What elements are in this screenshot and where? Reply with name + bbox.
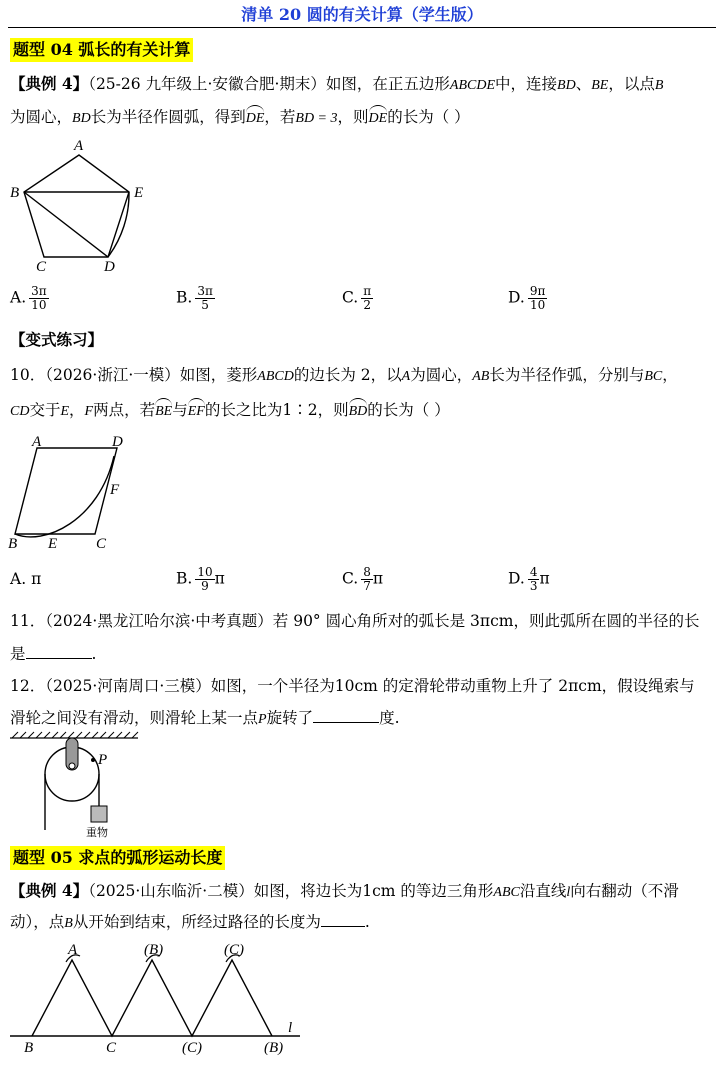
choice-A[interactable]: A. $\frac{3\pi}{10}$ — [10, 284, 47, 312]
choice-D[interactable]: D. $\frac{9\pi}{10}$ — [508, 284, 546, 312]
rolling-triangle-figure — [8, 940, 308, 1060]
label-A: A — [68, 942, 78, 958]
label-C-paren-bottom: (C) — [182, 1040, 202, 1056]
ex4b-answer-blank[interactable] — [321, 926, 365, 927]
q10-choice-A[interactable]: A. π — [10, 570, 42, 588]
title-divider — [8, 27, 716, 28]
label-C: C — [96, 536, 107, 552]
q11-line2: 是 . — [10, 645, 97, 663]
label-weight: 重物 — [86, 826, 108, 839]
label-F: F — [110, 482, 120, 498]
example4b-line2: 动），点B从开始到结束，所经过路径的长度为 . — [10, 913, 370, 931]
label-B: B — [10, 185, 20, 201]
section-heading-05: 题型 05 求点的弧形运动长度 — [10, 846, 225, 870]
label-D: D — [104, 259, 115, 275]
q12-answer-blank[interactable] — [313, 722, 379, 723]
label-P: P — [98, 752, 108, 768]
example-tag: 【典例 4】 — [10, 881, 89, 900]
q10-choice-C[interactable]: C. $\frac{8}{7}$ π — [342, 565, 384, 593]
label-D: D — [112, 436, 123, 450]
label-B: B — [24, 1040, 34, 1056]
q12-line1: 12．（2025·河南周口·三模）如图，一个半径为10cm 的定滑轮带动重物上升了 2πcm，假设绳索与 — [10, 677, 695, 695]
example-tag: 【典例 4】 — [10, 74, 89, 93]
label-B-paren: (B) — [144, 942, 164, 958]
label-B: B — [8, 536, 18, 552]
q11-line1: 11．（2024·黑龙江哈尔滨·中考真题）若 90° 圆心角所对的弧长是 3πcm，则此弧所在圆的半径的长 — [10, 612, 700, 630]
rhombus-figure — [4, 436, 134, 554]
label-C: C — [36, 259, 47, 275]
label-A: A — [32, 436, 42, 450]
page-title: 清单 20 圆的有关计算（学生版） — [241, 5, 483, 24]
label-E: E — [48, 536, 58, 552]
q10-choice-B[interactable]: B. $\frac{10}{9}$ π — [176, 565, 225, 593]
example4b-line1: 【典例 4】（2025·山东临沂·二模）如图，将边长为1cm 的等边三角形ABC沿直线l向右翻动（不滑 — [10, 881, 679, 900]
choice-B[interactable]: B. $\frac{3\pi}{5}$ — [176, 284, 213, 312]
label-E: E — [134, 185, 144, 201]
label-A: A — [74, 138, 84, 154]
q10-choice-D[interactable]: D. $\frac{4}{3}$ π — [508, 565, 550, 593]
example4-line1: 【典例 4】（25-26 九年级上·安徽合肥·期末）如图，在正五边形ABCDE中，连接BD、BE，以点B — [10, 74, 664, 93]
label-C-paren: (C) — [224, 942, 244, 958]
label-C: C — [106, 1040, 117, 1056]
choice-C[interactable]: C. $\frac{\pi}{2}$ — [342, 284, 372, 312]
section-heading-04: 题型 04 弧长的有关计算 — [10, 38, 193, 62]
q12-line2: 滑轮之间没有滑动，则滑轮上某一点P旋转了 度. — [10, 709, 400, 727]
q10-line2: CD交于E，F两点，若BE与EF的长之比为1∶2，则BD的长为（ ） — [10, 400, 450, 422]
practice-tag: 【变式练习】 — [10, 330, 104, 349]
label-B-paren-bottom: (B) — [264, 1040, 284, 1056]
q11-answer-blank[interactable] — [26, 658, 92, 659]
label-l: l — [288, 1020, 293, 1036]
pulley-figure — [8, 730, 143, 840]
pentagon-figure — [6, 135, 166, 275]
example4-line2: 为圆心，BD长为半径作圆弧，得到DE，若BD = 3，则DE的长为（ ） — [10, 107, 470, 129]
q10-line1: 10．（2026·浙江·一模）如图，菱形ABCD的边长为 2，以A为圆心，AB长为半径作弧，分别与BC， — [10, 366, 678, 384]
